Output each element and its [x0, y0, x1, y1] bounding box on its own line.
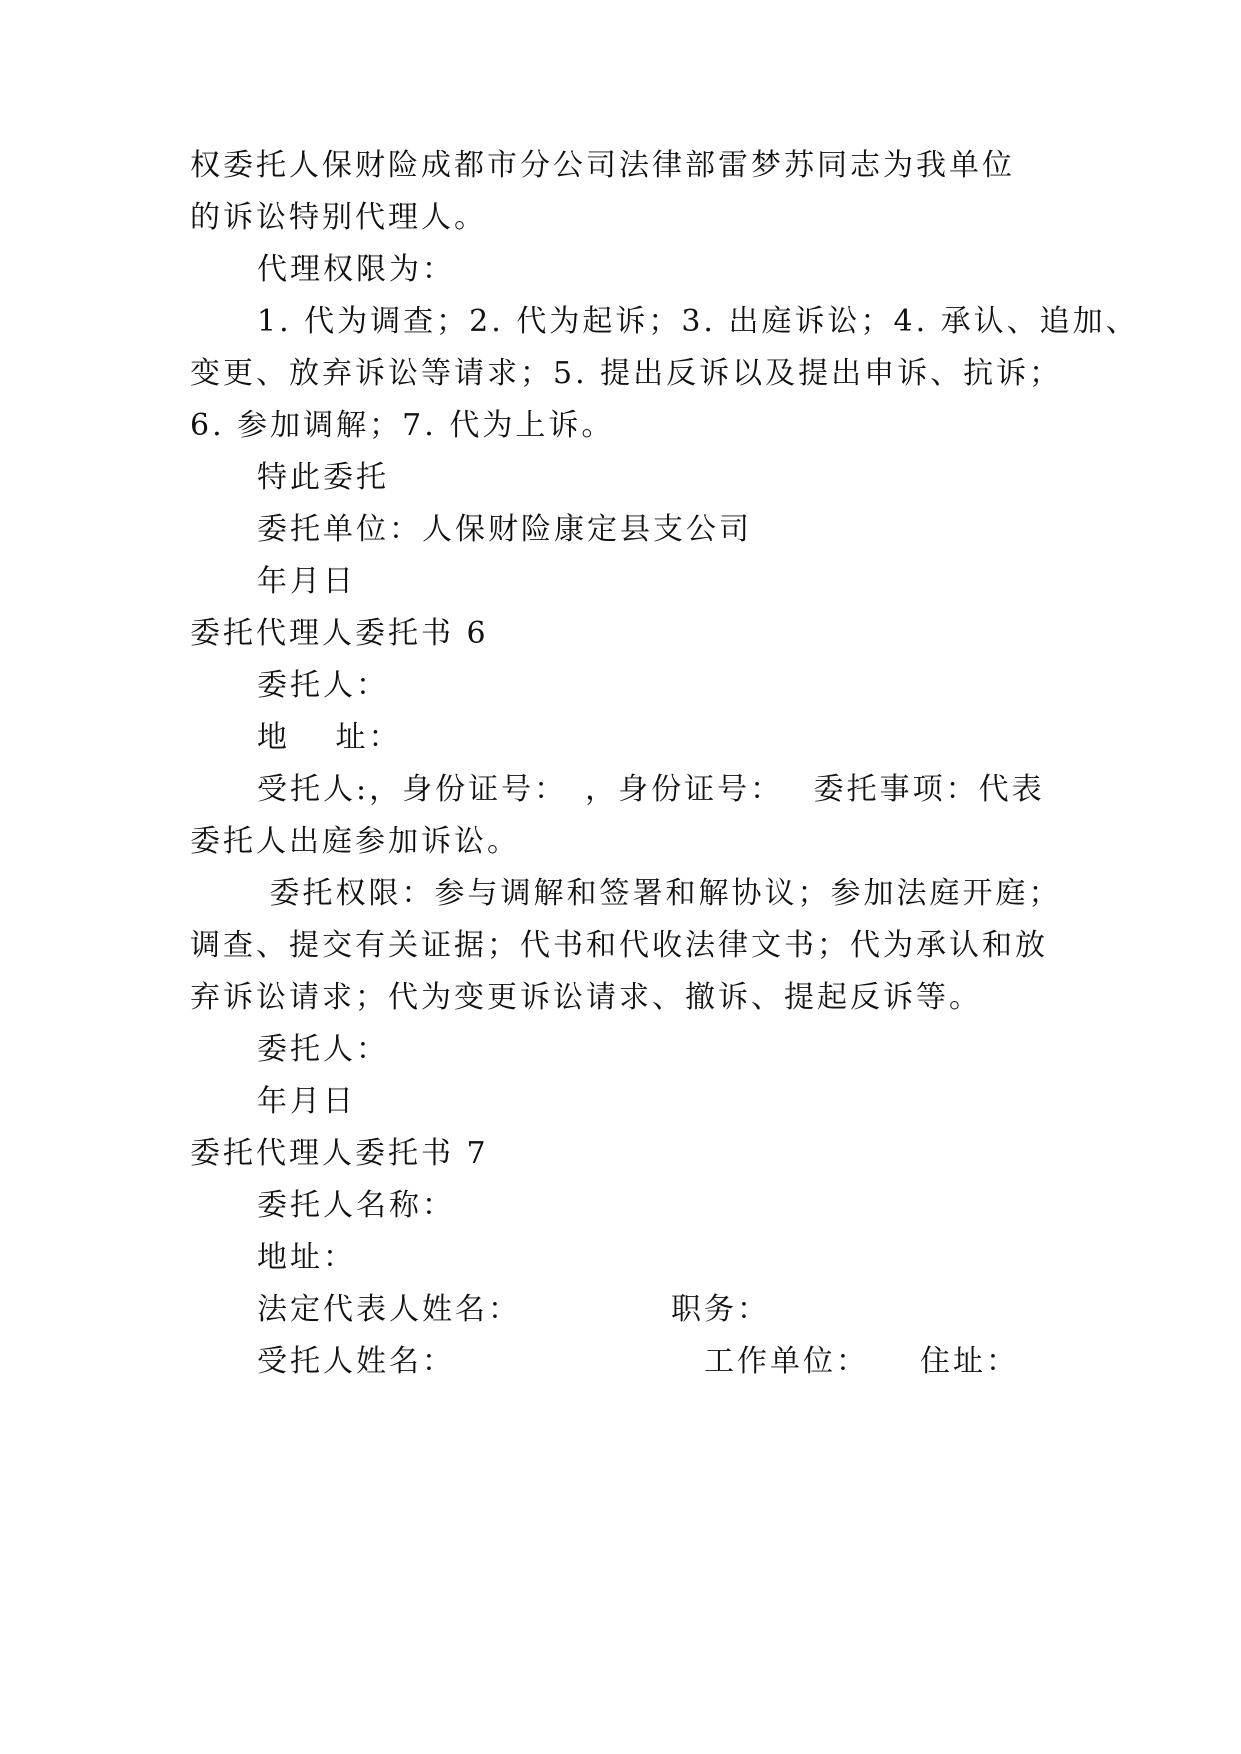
principal-field: 委托人： [257, 668, 389, 703]
principal-unit: 委托单位：人保财险康定县支公司 [257, 512, 752, 547]
principal-name-field: 委托人名称： [257, 1188, 455, 1223]
authority-heading: 代理权限为： [257, 252, 455, 287]
address-field: 地址： [257, 1240, 356, 1275]
scope-line: 调查、提交有关证据；代书和代收法律文书；代为承认和放 [190, 928, 1048, 963]
authority-line: 变更、放弃诉讼等请求；5. 提出反诉以及提出申诉、抗诉； [190, 356, 1063, 391]
agent-name-field: 受托人姓名： 工作单位： 住址： [257, 1344, 1019, 1379]
scope-line: 弃诉讼请求；代为变更诉讼请求、撤诉、提起反诉等。 [190, 980, 982, 1015]
closing-phrase: 特此委托 [257, 460, 389, 495]
date-line: 年月日 [257, 1084, 356, 1119]
agent-line: 受托人:，身份证号： ，身份证号： 委托事项：代表 [257, 772, 1045, 807]
address-field: 地 址： [257, 720, 402, 755]
paragraph-line: 权委托人保财险成都市分公司法律部雷梦苏同志为我单位 [190, 148, 1015, 183]
paragraph-line: 的诉讼特别代理人。 [190, 200, 487, 235]
legal-rep-field: 法定代表人姓名： 职务： [257, 1292, 770, 1327]
agent-line: 委托人出庭参加诉讼。 [190, 824, 520, 859]
authority-line: 6. 参加调解；7. 代为上诉。 [190, 408, 615, 443]
signature-field: 委托人： [257, 1032, 389, 1067]
date-line: 年月日 [257, 564, 356, 599]
section-title: 委托代理人委托书 6 [190, 616, 489, 651]
scope-line: 委托权限：参与调解和签署和解协议；参加法庭开庭； [257, 876, 1062, 911]
authority-line: 1. 代为调查；2. 代为起诉；3. 出庭诉讼；4. 承认、追加、 [257, 304, 1139, 339]
section-title: 委托代理人委托书 7 [190, 1136, 489, 1171]
